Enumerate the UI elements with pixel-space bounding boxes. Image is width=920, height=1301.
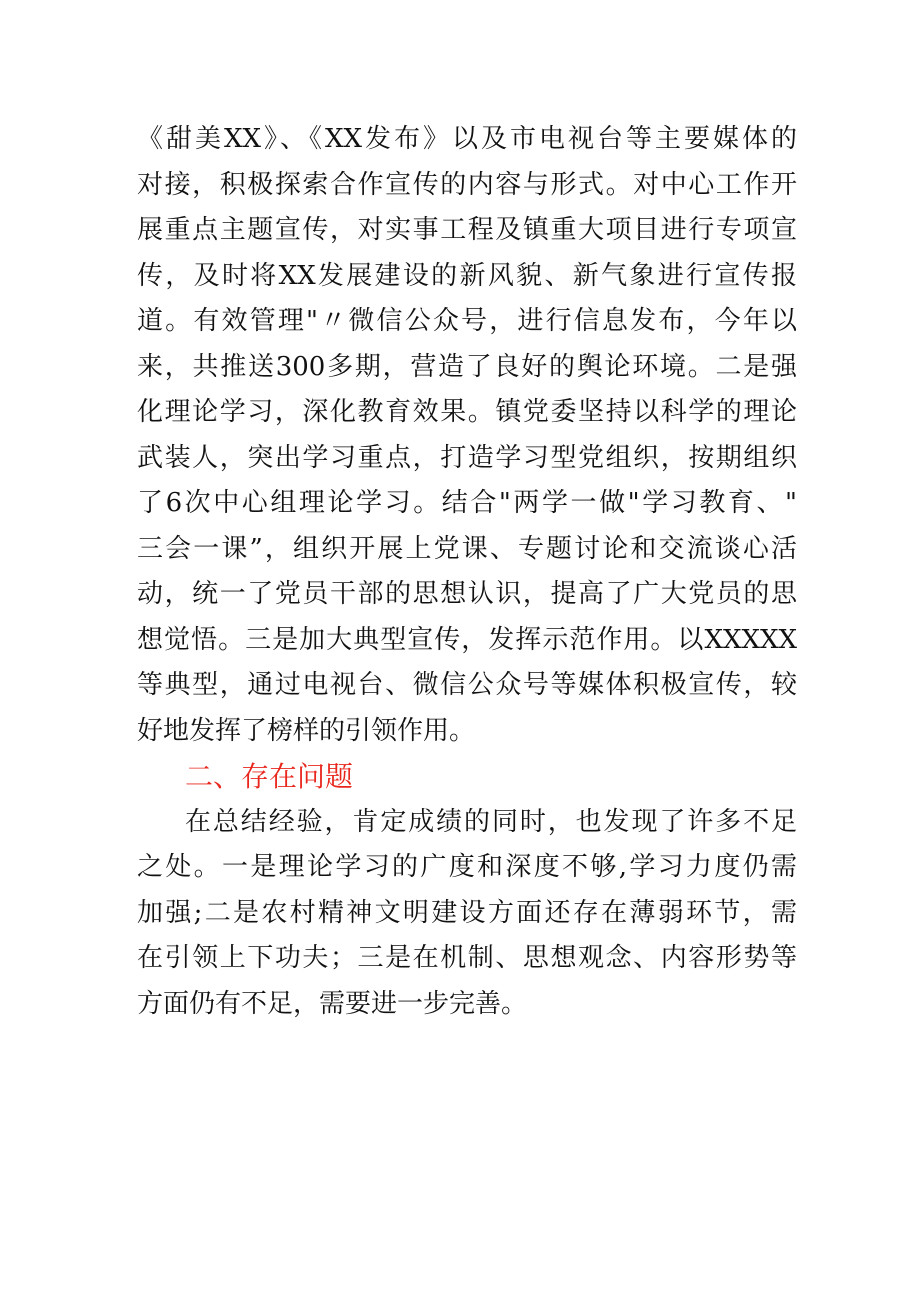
paragraph-line: 《甜美XX》、《XX发布》以及市电视台等主要媒体的 xyxy=(137,124,797,154)
paragraph-line: 在引领上下功夫；三是在机制、思想观念、内容形势等 xyxy=(137,943,797,973)
paragraph-line: 想觉悟。三是加大典型宣传，发挥示范作用。以XXXXX xyxy=(137,624,797,655)
paragraph-line: 加强;二是农村精神文明建设方面还存在薄弱环节，需 xyxy=(137,897,797,928)
paragraph-line: 了6次中心组理论学习。结合"两学一做"学习教育、" xyxy=(137,488,797,518)
paragraph-line: 传，及时将XX发展建设的新风貌、新气象进行宣传报 xyxy=(137,260,797,291)
paragraph-line: 之处。一是理论学习的广度和深度不够,学习力度仍需 xyxy=(137,852,797,882)
paragraph-line: 道。有效管理"〃微信公众号，进行信息发布，今年以 xyxy=(137,306,797,336)
paragraph-line: 来，共推送300多期，营造了良好的舆论环境。二是强 xyxy=(137,351,797,382)
paragraph-line: 对接，积极探索合作宣传的内容与形式。对中心工作开 xyxy=(137,169,797,200)
paragraph-line: 化理论学习，深化教育效果。镇党委坚持以科学的理论 xyxy=(137,397,797,427)
paragraph-line: 动，统一了党员干部的思想认识，提高了广大党员的思 xyxy=(137,579,797,609)
paragraph-line: 武装人，突出学习重点，打造学习型党组织，按期组织 xyxy=(137,442,797,473)
paragraph-line: 等典型，通过电视台、微信公众号等媒体积极宣传，较 xyxy=(137,670,797,700)
section-heading: 二、存在问题 xyxy=(185,760,354,793)
paragraph-line: 好地发挥了榜样的引领作用。 xyxy=(137,715,476,746)
paragraph-line: 展重点主题宣传，对实事工程及镇重大项目进行专项宣 xyxy=(137,215,797,245)
paragraph-line: 三会一课”，组织开展上党课、专题讨论和交流谈心活 xyxy=(137,533,797,564)
document-body xyxy=(137,117,797,1027)
paragraph-line: 在总结经验，肯定成绩的同时，也发现了许多不足 xyxy=(185,806,797,837)
paragraph-line: 方面仍有不足，需要进一步完善。 xyxy=(137,988,528,1019)
